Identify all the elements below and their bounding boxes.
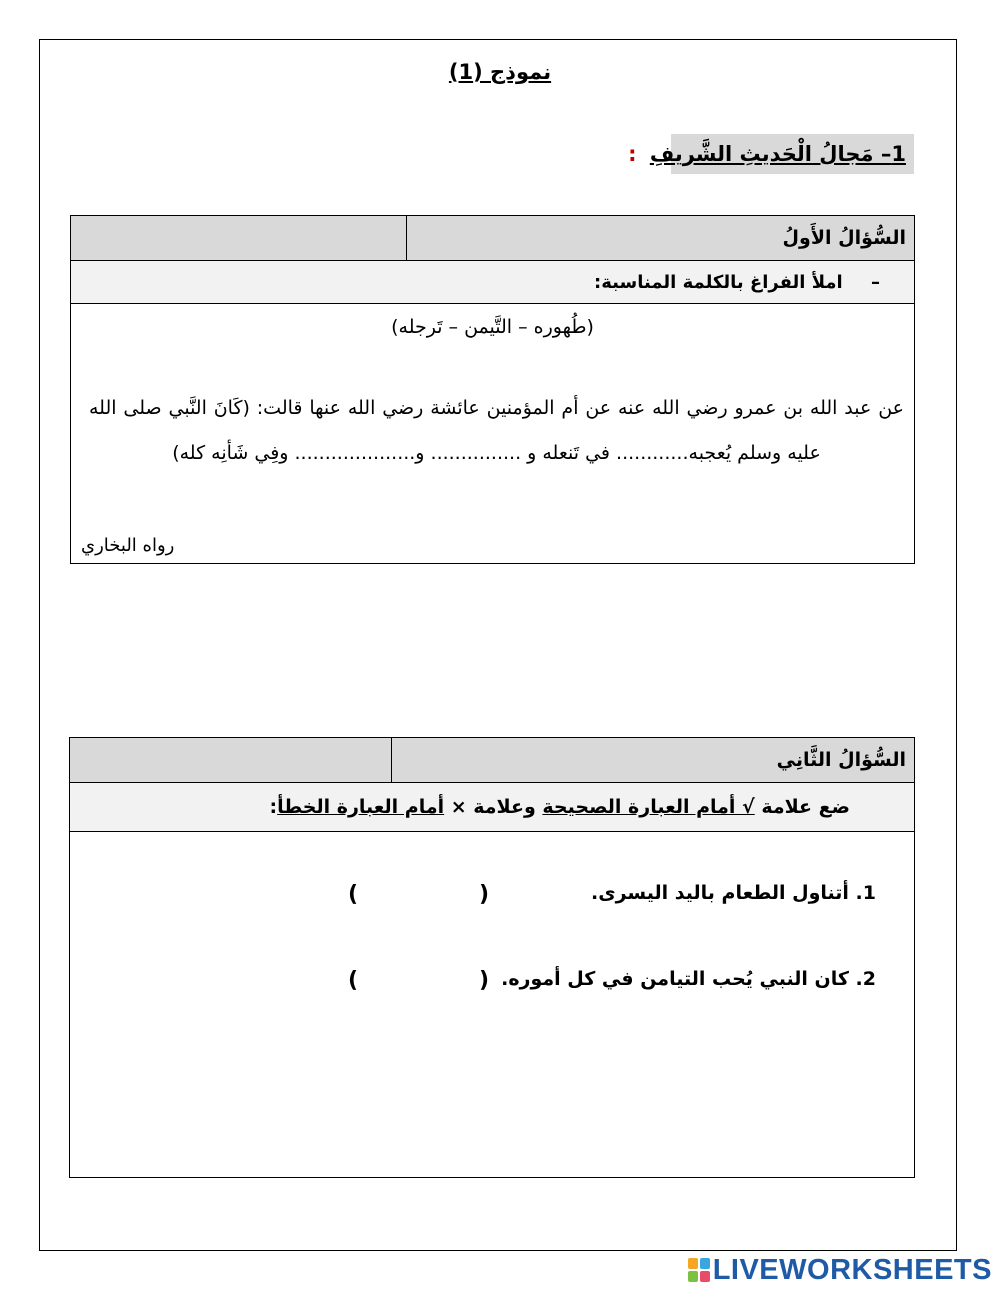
logo-text: LIVEWORKSHEETS [712,1253,992,1286]
question-1-header-empty-cell [71,216,406,260]
page-title: نموذج (1) [448,60,552,84]
question-1-header-row [71,216,914,261]
question-1-body [71,304,914,562]
question-2-body [70,832,914,1178]
instruction-part-2: وعلامة × [450,796,536,818]
hadith-source: رواه البخاري [81,535,175,556]
statement-2-close-paren: ) [347,968,358,993]
statement-1-open-paren: ( [478,882,489,907]
statement-2: 2. كان النبي يُحب التيامن في كل أموره. [501,968,876,990]
question-1-instruction: املأ الفراغ بالكلمة المناسبة: [594,272,843,293]
section-heading [628,134,914,174]
question-2-header-empty-cell [70,738,391,782]
statement-1-close-paren: ) [347,882,358,907]
section-heading-text: 1– مَجالُ الْحَديثِ الشَّريفِ [649,142,906,166]
liveworksheets-logo[interactable] [687,1253,992,1287]
instruction-dash: – [871,272,880,293]
statement-1: 1. أتناول الطعام باليد اليسرى. [590,882,876,904]
word-options: (طُهوره – التَّيمن – تَرجله) [391,316,594,338]
logo-icon [687,1257,711,1283]
instruction-colon: : [269,796,278,818]
question-1-instruction-row [71,261,914,304]
question-1-table [70,215,915,564]
instruction-part-1: ضع علامة [761,796,850,818]
question-2-table [69,737,915,1178]
question-2-instruction-row [70,783,914,832]
question-1-header: السُّؤالُ الأَولُ [406,216,914,260]
section-heading-colon: : [628,142,637,166]
instruction-check-part: √ أمام العبارة الصحيحة [542,796,755,818]
question-2-header: السُّؤالُ الثَّانِي [391,738,914,782]
statement-2-open-paren: ( [478,968,489,993]
hadith-passage: عن عبد الله بن عمرو رضي الله عنه عن أم المؤمنين عائشة رضي الله عنها قالت: (كَانَ النَّبي صلى الله عليه وسلم يُعجبه............ في تَنعله و ............... و.................... وفِي شَأنِه كله) [89,397,904,464]
instruction-part-3: أمام العبارة الخطأ [277,796,445,818]
question-2-header-row [70,738,914,783]
